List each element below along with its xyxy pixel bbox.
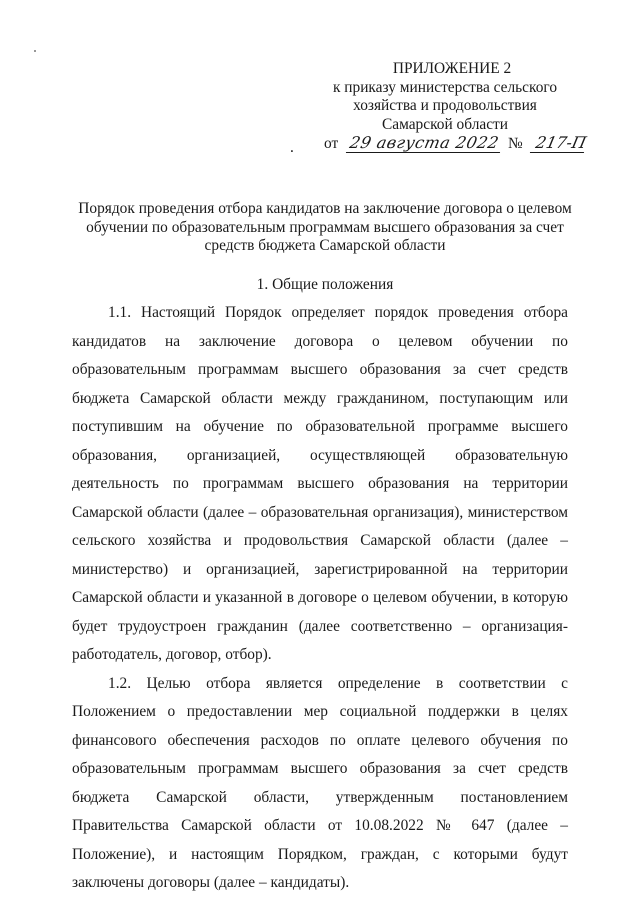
paragraph-line: Правительства Самарской области от 10.08.2022 № 647 (далее – [72,817,568,834]
paragraph-line: образовательным программам высшего образования за счет средств [72,361,568,378]
annex-ministry-line: хозяйства и продовольствия [353,97,537,114]
paragraph-line: Положением о предоставлении мер социальной поддержки в целях [72,703,568,720]
paragraph-line: 1.2. Целью отбора является определение в соответствии с [108,674,568,692]
paragraph-line: будет трудоустроен гражданин (далее соответственно – организация- [72,617,568,635]
paragraph-line: заключены договоры (далее – кандидаты). [72,874,350,891]
paragraph-line: образовательным программам высшего образования за счет средств [72,760,568,777]
paragraph-line: министерство) и организацией, зарегистрированной на территории [72,560,568,578]
scan-dot: . [290,139,294,156]
paragraph-line: сельского хозяйства и продовольствия Самарской области (далее – [72,532,568,549]
paragraph-line: поступившим на обучение по образовательной программе высшего [72,418,568,435]
body-text [72,299,568,898]
paragraph-line: бюджета Самарской области между гражданином, поступающим или [72,389,568,407]
annex-title: ПРИЛОЖЕНИЕ 2 [392,60,512,77]
paragraph-line: работодатель, договор, отбор). [72,646,272,663]
title-line: Порядок проведения отбора кандидатов на заключение договора о целевом [78,200,572,217]
paragraph-line: Самарской области (далее – образовательная организация), министерством [72,503,568,521]
date-prefix: от [324,135,339,152]
annex-date-number [290,131,596,157]
title-line: средств бюджета Самарской области [204,237,446,254]
annex-region-line: Самарской области [381,115,508,133]
paragraph-line: кандидатов на заключение договора о целевом обучении по [72,332,568,350]
annex-order-line: к приказу министерства сельского [332,78,558,96]
title-line: обучении по образовательным программам высшего образования за счет [86,218,564,236]
scan-speck [34,50,36,52]
handwritten-date: 29 августа 2022 [346,133,504,153]
annex-header [300,60,590,134]
document-title [70,200,580,256]
section-heading: 1. Общие положения [256,276,394,293]
paragraph-line: Самарской области и указанной в договоре о целевом обучении, в которую [72,589,568,606]
paragraph-line: деятельность по программам высшего образования на территории [72,475,568,492]
paragraph-line: образования, организацией, осуществляющей образовательную [72,446,568,464]
handwritten-number: 217-П [530,133,588,153]
paragraph-line: Положение), и настоящим Порядком, граждан, с которыми будут [72,845,568,863]
paragraph-line: 1.1. Настоящий Порядок определяет порядок проведения отбора [108,304,568,321]
paragraph-line: финансового обеспечения расходов по оплате целевого обучения по [72,731,568,749]
paragraph-line: бюджета Самарской области, утвержденным постановлением [72,788,568,806]
number-sign: № [508,135,523,152]
